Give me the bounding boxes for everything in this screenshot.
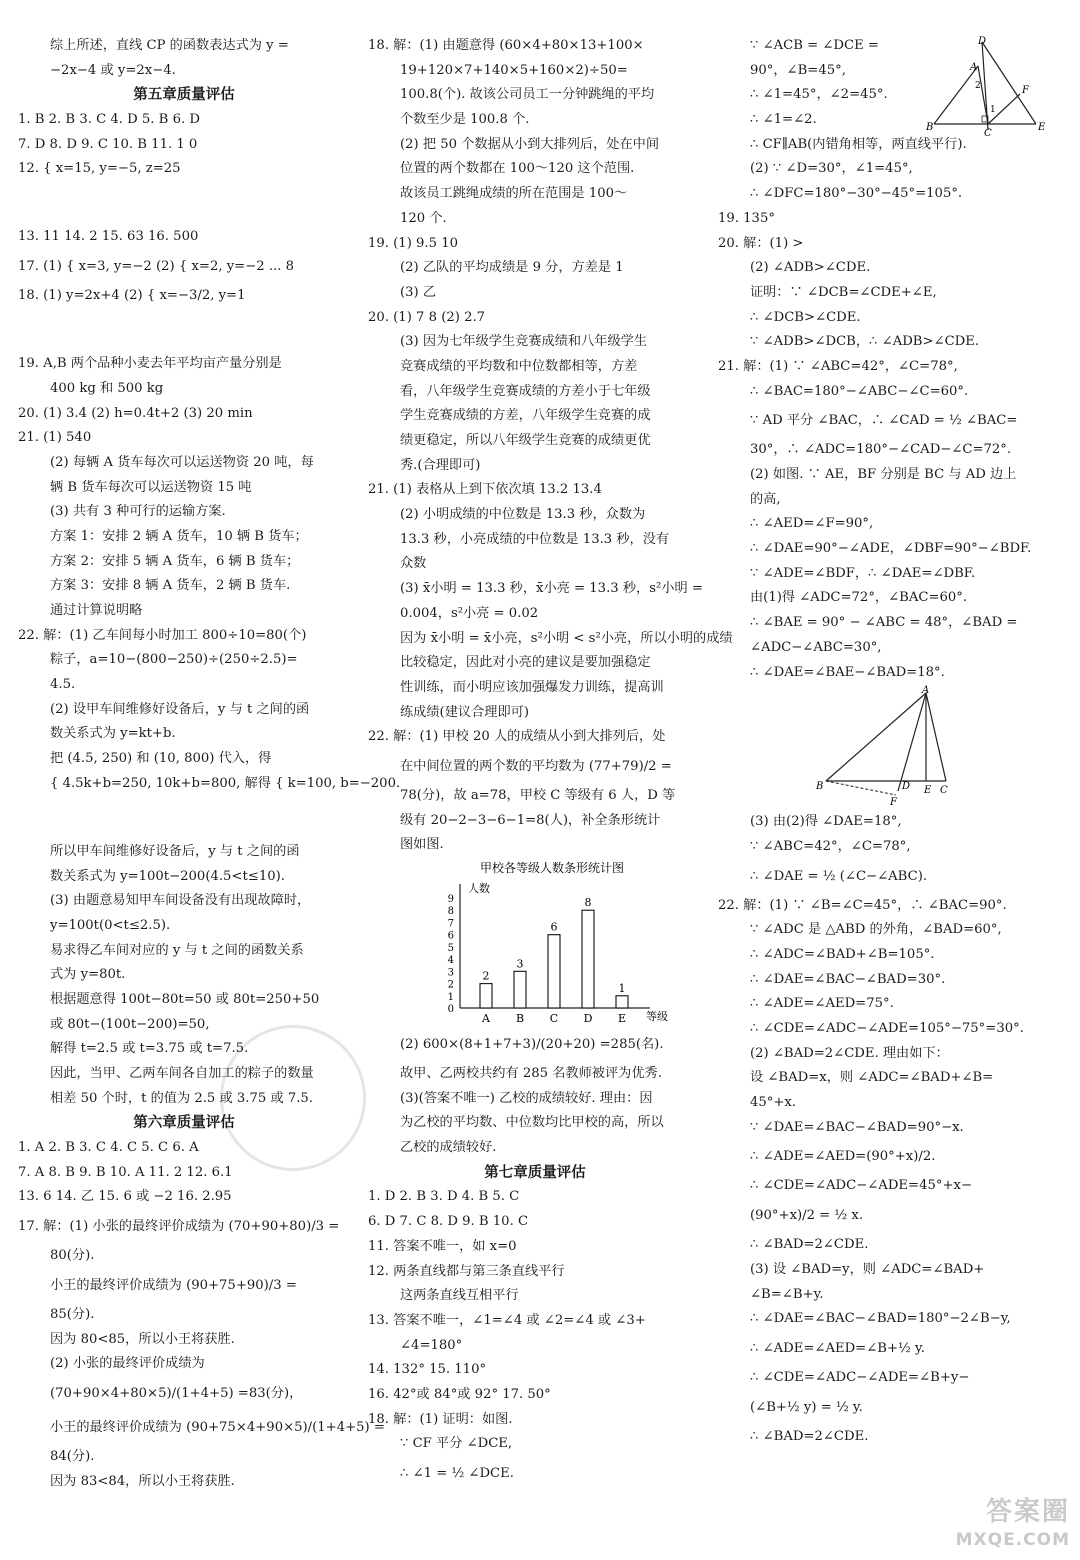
text-line: 绩更稳定，所以八年级学生竞赛的成绩更优 [400,433,651,448]
text-line: 学生竞赛成绩的方差，八年级学生竞赛的成 [400,408,651,424]
text-line: 解得 t=2.5 或 t=3.75 或 t=7.5. [50,1041,249,1057]
text-line: ∴ CF∥AB(内错角相等，两直线平行). [750,136,967,152]
text-line: 由(1)得 ∠ADC=72°，∠BAC=60°. [750,590,968,606]
text-line: 22. 解：(1) 甲校 20 人的成绩从小到大排列后，处 [368,729,666,745]
fig2-label-E: E [924,785,932,797]
text-line: ∴ ∠CDE=∠ADC−∠ADE=∠B+y− [750,1369,970,1385]
text-line: 比较稳定，因此对小亮的建议是要加强稳定 [400,655,651,671]
text-line: (2) ∵ ∠D=30°，∠1=45°, [750,161,913,177]
text-line: (3) x̄小明 = 13.3 秒，x̄小亮 = 13.3 秒，s²小明 = [400,581,703,597]
text-line: 4.5. [50,677,76,693]
text-line: (2) 把 50 个数据从小到大排列后，处在中间 [400,136,660,152]
x-tick-label: B [515,1012,525,1025]
text-line: 易求得乙车间对应的 y 与 t 之间的函数关系 [50,942,304,958]
fig2-label-F: F [890,797,897,809]
text-line: 式为 y=80t. [50,967,126,983]
y-tick-label: 8 [447,906,454,918]
text-line: 乙校的成绩较好. [400,1140,497,1156]
bar-value-label: 2 [482,969,490,983]
text-line: 22. 解：(1) 乙车间每小时加工 800÷10=80(个) [18,627,307,643]
text-line: (3) 共有 3 种可行的运输方案. [50,504,226,520]
fig2-label-A: A [922,685,930,697]
text-line: 数关系式为 y=100t−200(4.5<t≤10). [50,868,285,884]
text-line: ∴ ∠DAE=90°−∠ADE，∠DBF=90°−∠BDF. [750,541,1032,557]
x-tick-label: C [549,1012,559,1025]
watermark-main: 答案圈 [985,1497,1070,1527]
text-line: 84(分). [50,1448,95,1464]
text-line: 位置的两个数都在 100～120 这个范围. [400,161,635,177]
y-tick-label: 3 [447,967,454,979]
text-line: 18. 解：(1) 由题意得 (60×4+80×13+100× [368,38,644,53]
text-line: ∵ ∠ADE=∠BDF，∴ ∠DAE=∠DBF. [750,565,976,581]
text-line: ∴ ∠ADE=∠AED=∠B+½ y. [750,1340,925,1356]
bar [616,996,628,1008]
bar-value-label: 8 [584,896,592,910]
y-tick-label: 0 [447,1004,454,1015]
text-line: 90°，∠B=45°, [750,62,846,78]
text-line: 图如图. [400,837,444,853]
column-2 [368,34,733,1491]
text-line: 78(分)，故 a=78，甲校 C 等级有 6 人，D 等 [400,787,676,803]
text-line: 14. 132° 15. 110° [368,1362,487,1378]
text-line: ∴ ∠DAE=∠BAC−∠BAD=30°. [750,971,946,987]
bar-value-label: 3 [516,957,524,971]
text-line: 根据题意得 100t−80t=50 或 80t=250+50 [50,991,320,1007]
fig1-label-2: 2 [975,81,981,91]
text-line: ∵ ∠ADB>∠DCB，∴ ∠ADB>∠CDE. [750,334,980,350]
x-tick-label: A [482,1012,490,1025]
section-title: 第七章质量评估 [484,1164,586,1181]
text-line: (70+90×4+80×5)/(1+4+5) =83(分)， [50,1385,303,1401]
text-line: 0.004，s²小亮 = 0.02 [400,605,539,621]
text-line: 20. 解：(1) > [718,235,804,251]
text-line: 级有 20−2−3−6−1=8(人)，补全条形统计 [400,812,661,828]
text-line: (3) 由题意易知甲车间设备没有出现故障时， [50,893,311,909]
text-line: (2) 设甲车间维修好设备后，y 与 t 之间的函 [50,701,310,717]
text-line: −2x−4 或 y=2x−4. [50,62,176,78]
text-line: 19. (1) 9.5 10 [368,235,458,251]
x-tick-label: E [617,1012,627,1025]
text-line: ∴ ∠1=∠2. [750,112,817,128]
text-line: 7. D 8. D 9. C 10. B 11. 1 0 [18,136,198,152]
fig1-label-B: B [926,122,934,133]
text-line: ∴ ∠DFC=180°−30°−45°=105°. [750,186,963,202]
column-3 [718,34,1058,1449]
text-line: (3) 由(2)得 ∠DAE=18°, [750,814,902,830]
text-line: 综上所述，直线 CP 的函数表达式为 y = [50,38,289,53]
text-line: 性训练，而小明应该加强爆发力训练，提高训 [400,679,664,695]
fig1-label-1: 1 [990,105,996,115]
text-line: 12. 两条直线都与第三条直线平行 [368,1263,565,1279]
text-line: 19. A,B 两个品种小麦去年平均亩产量分别是 [18,356,282,372]
fig1-label-C: C [984,128,992,139]
text-line: (2) 乙队的平均成绩是 9 分，方差是 1 [400,260,624,276]
text-line: 1. D 2. B 3. D 4. B 5. C [368,1189,520,1205]
text-line: ∴ ∠BAC=180°−∠ABC−∠C=60°. [750,383,969,399]
section-title: 第六章质量评估 [133,1115,235,1132]
text-line: ∠ADC−∠ABC=30°, [750,639,882,655]
text-line: 因为 83<84，所以小王将获胜. [50,1473,235,1489]
text-line: 的高, [750,491,781,507]
text-line: 方案 2：安排 5 辆 A 货车，6 辆 B 货车； [50,553,300,569]
text-line: 故甲、乙两校共约有 285 名教师被评为优秀. [400,1066,662,1081]
text-line: 个数至少是 100.8 个. [400,112,530,128]
text-line: (90°+x)/2 = ½ x. [750,1208,864,1224]
text-line: 21. (1) 540 [18,430,92,446]
text-line: 17. 解：(1) 小张的最终评价成绩为 (70+90+80)/3 = [18,1219,340,1235]
text-line: (3) 乙 [400,284,437,300]
text-line: 所以甲车间维修好设备后，y 与 t 之间的函 [50,843,300,859]
text-line: 16. 42°或 84°或 92° 17. 50° [368,1386,551,1402]
text-line: ∴ ∠BAD=2∠CDE. [750,1428,869,1444]
text-line: 20. (1) 7 8 (2) 2.7 [368,309,486,325]
text-line: ∴ ∠ADE=∠AED=75°. [750,996,894,1012]
text-line: 400 kg 和 500 kg [50,380,164,396]
text-line: 粽子，a=10−(800−250)÷(250÷2.5)= [50,652,298,668]
text-line: (3) 因为七年级学生竞赛成绩和八年级学生 [400,334,648,350]
text-line: (2) ∠BAD=2∠CDE. 理由如下： [750,1045,949,1061]
column-2-bottom [368,1028,702,1491]
text-line: 因为 x̄小明 = x̄小亮，s²小明 < s²小亮，所以小明的成绩 [400,630,733,646]
text-line: 85(分). [50,1306,95,1322]
chart-title: 甲校各等级人数条形统计图 [479,861,625,875]
text-line: (2) ∠ADB>∠CDE. [750,260,871,276]
text-line: ∴ ∠CDE=∠ADC−∠ADE=45°+x− [750,1178,972,1194]
column-1 [18,34,401,1494]
text-line: 19+120×7+140×5+160×2)÷50= [400,62,628,78]
text-line: 45°+x. [750,1095,797,1111]
text-line: 竞赛成绩的平均数和中位数都相等，方差 [400,358,638,374]
text-line: 20. (1) 3.4 (2) h=0.4t+2 (3) 20 min [18,405,253,421]
text-line: 21. (1) 表格从上到下依次填 13.2 13.4 [368,482,602,498]
text-line: 因为 80<85，所以小王将获胜. [50,1331,235,1347]
text-line: 练成绩(建议合理即可) [400,704,529,720]
text-line: 相差 50 个时，t 的值为 2.5 或 3.75 或 7.5. [50,1090,313,1106]
chart-ylabel: 人数 [468,882,490,895]
y-tick-label: 6 [447,930,454,942]
text-line: ∴ ∠DAE=∠BAE−∠BAD=18°. [750,664,945,680]
text-line: 看，八年级学生竞赛成绩的方差小于七年级 [400,383,651,399]
text-line: 数关系式为 y=kt+b. [50,726,176,742]
text-line: ∴ ∠BAE = 90° − ∠ABC = 48°，∠BAD = [750,615,1018,631]
fig2-label-C: C [940,785,948,797]
text-line: ∴ ∠CDE=∠ADC−∠ADE=105°−75°=30°. [750,1021,1024,1036]
fig2-label-D: D [902,781,911,793]
text-line: 120 个. [400,210,447,226]
bar-value-label: 6 [550,920,558,934]
text-line: 1. A 2. B 3. C 4. C 5. C 6. A [18,1140,199,1156]
text-line: 13. 答案不唯一，∠1=∠4 或 ∠2=∠4 或 ∠3+ [368,1312,646,1328]
text-line: 80(分). [50,1248,95,1264]
text-line: 13. 11 14. 2 15. 63 16. 500 [18,229,199,245]
text-line: 在中间位置的两个数的平均数为 (77+79)/2 = [400,758,672,774]
fig1-label-F: F [1022,85,1029,96]
text-line: 30°，∴ ∠ADC=180°−∠CAD−∠C=72°. [750,442,1012,458]
text-line: ∴ ∠BAD=2∠CDE. [750,1237,869,1253]
text-line: y=100t(0<t≤2.5). [50,917,171,933]
figure-triangles-1 [924,36,1046,139]
fig1-label-A: A [970,62,978,73]
text-line: 6. D 7. C 8. D 9. B 10. C [368,1214,529,1230]
text-line: ∵ CF 平分 ∠DCE, [400,1436,513,1452]
text-line: (3)(答案不唯一) 乙校的成绩较好. 理由：因 [400,1090,653,1106]
text-line: 13.3 秒，小亮成绩的中位数是 13.3 秒，没有 [400,531,670,547]
text-line: ∴ ∠ADC=∠BAD+∠B=105°. [750,946,935,962]
text-line: 17. (1) { x=3, y=−2 (2) { x=2, y=−2 ... 8 [18,259,295,275]
text-line: 为乙校的平均数、中位数均比甲校的高，所以 [400,1115,664,1131]
text-line: 13. 6 14. 乙 15. 6 或 −2 16. 2.95 [18,1189,232,1205]
text-line: 通过计算说明略 [50,603,143,618]
y-tick-label: 5 [447,942,454,954]
text-line: ∴ ∠DCB>∠CDE. [750,309,861,325]
text-line: { 4.5k+b=250, 10k+b=800, 解得 { k=100, b=−200. [50,775,401,791]
text-line: ∴ ∠AED=∠F=90°, [750,516,874,532]
column-3-bottom [718,810,1058,1449]
text-line: (3) 设 ∠BAD=y，则 ∠ADC=∠BAD+ [750,1261,985,1277]
fig1-label-D: D [978,36,987,47]
bar [480,984,492,1008]
section-title: 第五章质量评估 [133,87,235,104]
text-line: 7. A 8. B 9. B 10. A 11. 2 12. 6.1 [18,1164,233,1180]
chart-xlabel: 等级 [646,1010,668,1023]
text-line: ∴ ∠DAE=∠BAC−∠BAD=180°−2∠B−y, [750,1311,1011,1327]
fig2-label-B: B [816,781,824,793]
text-line: 18. 解：(1) 证明：如图. [368,1411,513,1427]
y-tick-label: 9 [447,894,454,905]
y-tick-label: 2 [447,979,454,991]
text-line: 方案 1：安排 2 辆 A 货车，10 辆 B 货车； [50,528,308,544]
site-watermark [956,1498,1070,1554]
text-line: 或 80t−(100t−200)=50, [50,1016,210,1032]
text-line: ∵ ∠ADC 是 △ABD 的外角，∠BAD=60°, [750,922,1002,938]
bar [514,971,526,1008]
figure-triangles-2 [814,685,974,810]
text-line: ∵ ∠DAE=∠BAC−∠BAD=90°−x. [750,1119,964,1135]
text-line: 19. 135° [718,210,775,226]
text-line: 秀.(合理即可) [400,457,481,473]
text-line: 因此，当甲、乙两车间各自加工的粽子的数量 [50,1066,314,1081]
text-line: (2) 每辆 A 货车每次可以运送物资 20 吨，每 [50,454,314,470]
text-line: 小王的最终评价成绩为 (90+75+90)/3 = [50,1277,297,1293]
y-tick-label: 4 [447,955,454,967]
fig1-label-E: E [1038,122,1046,133]
text-line: 众数 [400,556,427,572]
text-line: ∴ ∠DAE = ½ (∠C−∠ABC). [750,868,928,884]
text-line: ∠B=∠B+y. [750,1286,824,1302]
text-line: 故该员工跳绳成绩的所在范围是 100～ [400,186,628,202]
text-line: 小王的最终评价成绩为 (90+75×4+90×5)/(1+4+5) = [50,1419,385,1435]
text-line: (2) 小张的最终评价成绩为 [50,1356,205,1372]
text-line: ∵ AD 平分 ∠BAC，∴ ∠CAD = ½ ∠BAC= [750,413,1018,429]
text-line: 12. { x=15, y=−5, z=25 [18,161,181,177]
text-line: ∠4=180° [400,1337,463,1353]
bar-chart [432,858,672,1028]
text-line: 11. 答案不唯一，如 x=0 [368,1238,517,1254]
text-line: (2) 小明成绩的中位数是 13.3 秒，众数为 [400,507,646,523]
text-line: ∵ ∠ACB = ∠DCE = [750,38,879,53]
text-line: (∠B+½ y) = ½ y. [750,1399,863,1415]
text-line: 18. (1) y=2x+4 (2) { x=−3/2, y=1 [18,288,246,304]
text-line: 22. 解：(1) ∵ ∠B=∠C=45°，∴ ∠BAC=90°. [718,897,1007,913]
text-line: (2) 如图. ∵ AE，BF 分别是 BC 与 AD 边上 [750,467,1017,482]
bar [582,910,594,1008]
text-line: ∴ ∠ADE=∠AED=(90°+x)/2. [750,1149,936,1165]
text-line: (2) 600×(8+1+7+3)/(20+20) =285(名). [400,1037,664,1052]
text-line: 这两条直线互相平行 [400,1288,519,1304]
watermark-sub: MXQE.COM [955,1530,1070,1550]
y-tick-label: 1 [447,991,454,1003]
text-line: 设 ∠BAD=x，则 ∠ADC=∠BAD+∠B= [750,1070,994,1086]
bar-value-label: 1 [618,981,626,995]
text-line: ∵ ∠ABC=42°，∠C=78°, [750,838,911,854]
y-tick-label: 7 [447,918,454,930]
text-line: 21. 解：(1) ∵ ∠ABC=42°，∠C=78°, [718,358,958,374]
text-line: 1. B 2. B 3. C 4. D 5. B 6. D [18,112,200,128]
bar [548,935,560,1008]
x-tick-label: D [583,1012,593,1025]
text-line: ∴ ∠1=45°，∠2=45°. [750,87,888,103]
text-line: ∴ ∠1 = ½ ∠DCE. [400,1466,514,1481]
text-line: 方案 3：安排 8 辆 A 货车，2 辆 B 货车. [50,578,291,594]
text-line: 把 (4.5, 250) 和 (10, 800) 代入，得 [50,751,272,767]
column-2-top [368,34,733,858]
text-line: 证明：∵ ∠DCB=∠CDE+∠E, [750,284,937,300]
text-line: 100.8(个). 故该公司员工一分钟跳绳的平均 [400,87,655,103]
text-line: 辆 B 货车每次可以运送物资 15 吨 [50,479,252,495]
